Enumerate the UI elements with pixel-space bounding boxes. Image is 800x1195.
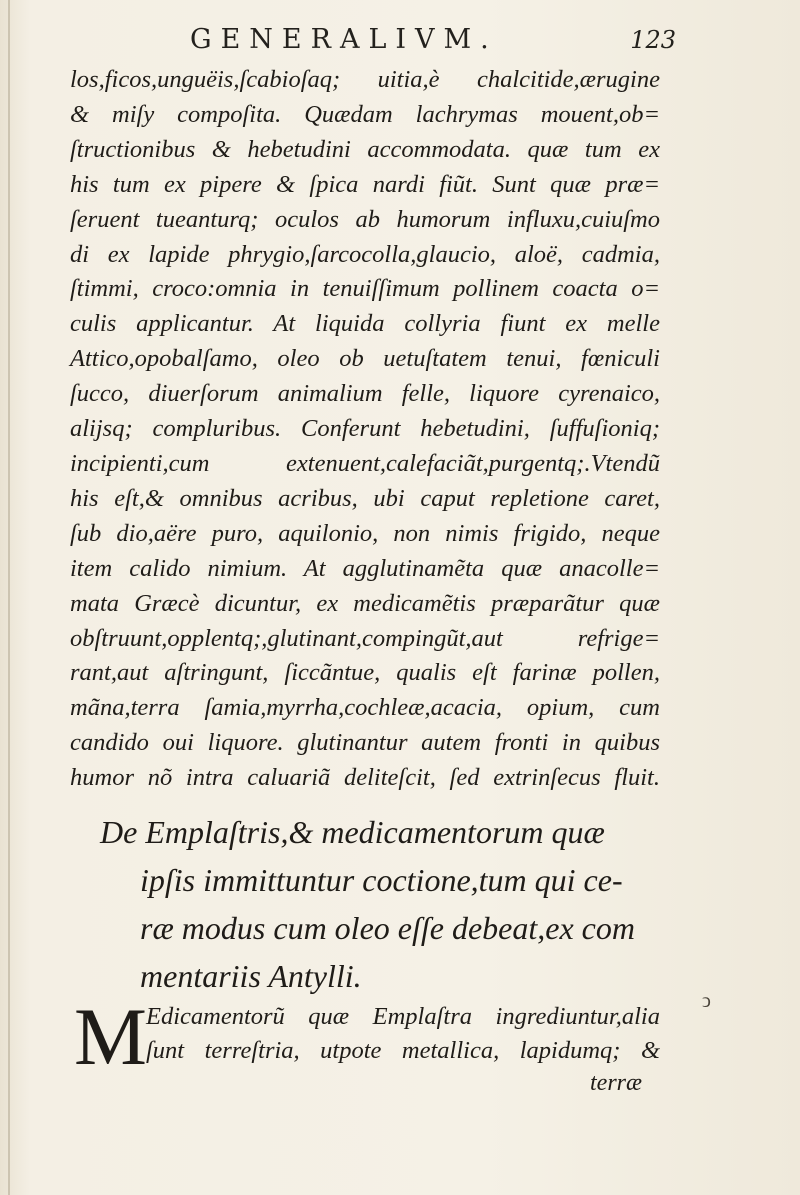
- page-number: 123: [630, 26, 676, 54]
- text-line: rant,aut aſtringunt, ſiccãntue, qualis eſt farinæ pollen,: [70, 659, 660, 687]
- section-heading: [100, 808, 660, 1000]
- second-paragraph: [146, 1000, 660, 1068]
- text-line: ſeruent tueanturq; oculos ab humorum influxu,cuiuſmo: [70, 205, 660, 233]
- text-line: his tum ex pipere & ſpica nardi fiũt. Sunt quæ præ=: [70, 170, 660, 198]
- heading-line: mentariis Antylli.: [140, 958, 362, 994]
- text-line: incipienti,cum extenuent,calefaciãt,purgentq;.Vtendũ: [70, 449, 660, 477]
- text-line: Attico,opobalſamo, oleo ob uetuſtatem tenui, fœniculi: [70, 345, 660, 373]
- heading-line: De Emplaſtris,& medicamentorum quæ: [100, 814, 605, 850]
- text-line: his eſt,& omnibus acribus, ubi caput repletione caret,: [70, 484, 660, 512]
- heading-line: ræ modus cum oleo eſſe debeat,ex com: [140, 910, 635, 946]
- text-line: ſtimmi, croco:omnia in tenuiſſimum pollinem coacta o=: [70, 275, 660, 303]
- body-paragraph: [70, 63, 660, 796]
- text-line: candido oui liquore. glutinantur autem fronti in quibus: [70, 729, 660, 757]
- text-line: ſunt terreſtria, utpote metallica, lapidumq; &: [146, 1037, 660, 1064]
- text-line: Edicamentorũ quæ Emplaſtra ingrediuntur,alia: [146, 1003, 660, 1030]
- drop-cap-initial: M: [74, 991, 147, 1082]
- text-line: humor nõ intra caluariã deliteſcit, ſed extrinſecus fluit.: [70, 764, 660, 792]
- running-title: GENERALIVM.: [190, 24, 498, 55]
- gutter-shadow: [8, 0, 10, 1195]
- text-line: alijsq; compluribus. Conferunt hebetudini, ſuffuſioniq;: [70, 415, 660, 443]
- text-line: mãna,terra ſamia,myrrha,cochleæ,acacia, opium, cum: [70, 694, 660, 722]
- text-line: obſtruunt,opplentq;,glutinant,compingũt,aut refrige=: [70, 624, 660, 652]
- text-line: & miſy compoſita. Quædam lachrymas mouent,ob=: [70, 100, 660, 128]
- margin-mark: ↄ: [702, 990, 711, 1012]
- text-line: culis applicantur. At liquida collyria fiunt ex melle: [70, 310, 660, 338]
- text-line: ſucco, diuerſorum animalium felle, liquore cyrenaico,: [70, 380, 660, 408]
- text-line: los,ficos,unguëis,ſcabioſaq; uitia,è chalcitide,ærugine: [70, 66, 660, 93]
- text-line: ſub dio,aëre puro, aquilonio, non nimis frigido, neque: [70, 519, 660, 547]
- text-line: di ex lapide phrygio,ſarcocolla,glaucio, aloë, cadmia,: [70, 240, 660, 268]
- catchword: terræ: [590, 1070, 643, 1096]
- running-head: [190, 24, 680, 64]
- heading-line: ipſis immittuntur coctione,tum qui ce-: [140, 862, 623, 898]
- text-line: item calido nimium. At agglutinamẽta quæ anacolle=: [70, 554, 660, 582]
- text-line: mata Græcè dicuntur, ex medicamẽtis præparãtur quæ: [70, 589, 660, 617]
- text-line: ſtructionibus & hebetudini accommodata. quæ tum ex: [70, 135, 660, 163]
